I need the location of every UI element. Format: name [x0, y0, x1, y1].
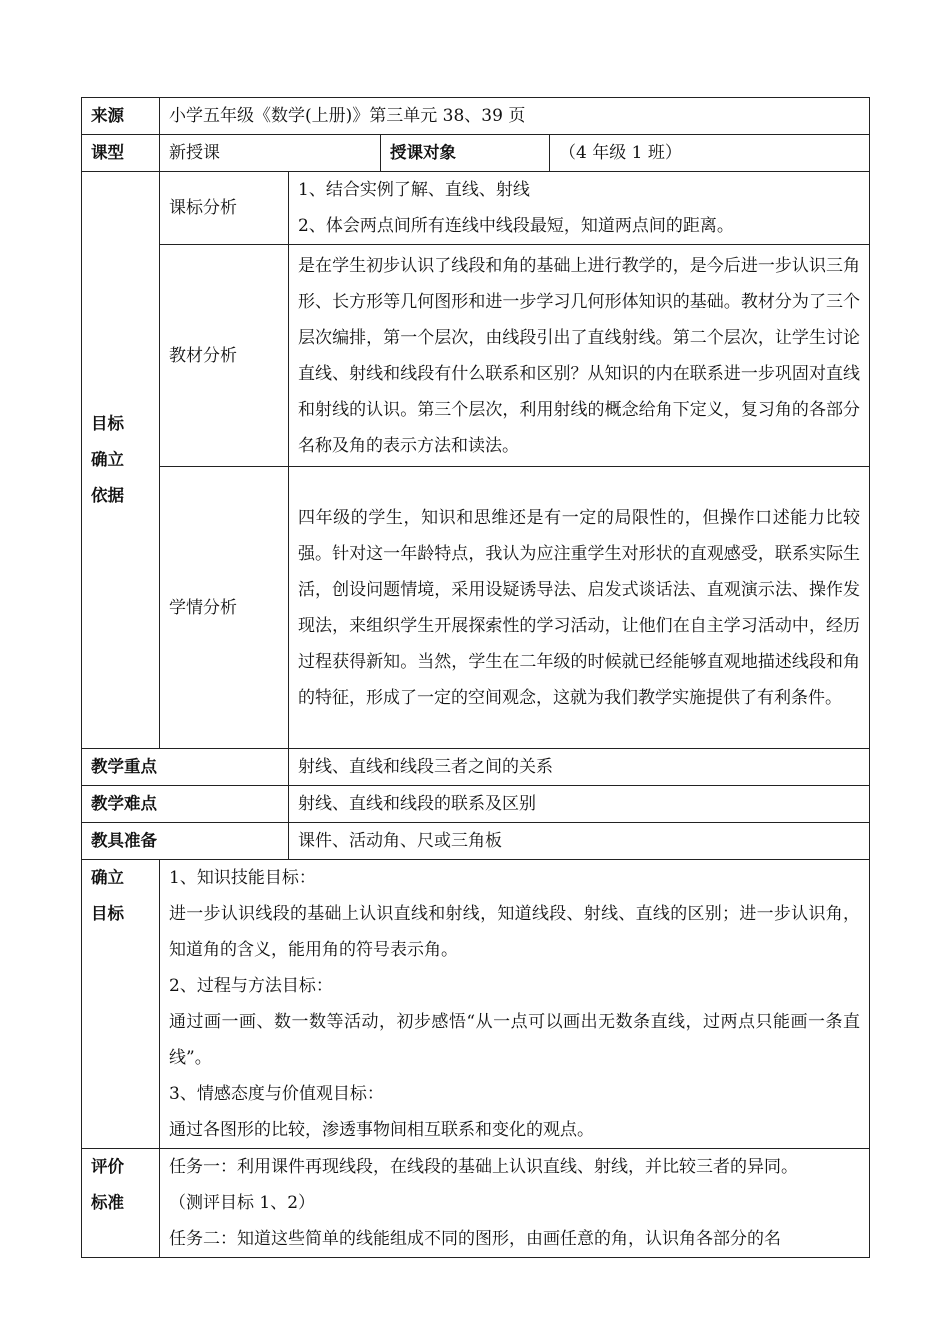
- students-analysis: 四年级的学生，知识和思维还是有一定的局限性的，但操作口述能力比较强。针对这一年龄特点，我认为应注重学生对形状的直观感受，联系实际生活，创设问题情境，采用设疑诱导法、启发式谈话法、直观演示法、操作发现法，来组织学生开展探索性的学习活动，让他们在自主学习活动中，经历过程获得新知。当然，学生在二年级的时候就已经能够直观地描述线段和角的特征，形成了一定的空间观念，这就为我们教学实施提供了有利条件。: [289, 467, 870, 749]
- objectives-content: [160, 860, 870, 1149]
- basis-label-line: 目标: [91, 414, 124, 433]
- audience-value: （4 年级 1 班）: [550, 135, 870, 172]
- basis-label-line: 依据: [91, 486, 124, 505]
- objectives-label: [82, 860, 160, 1149]
- evaluation-item: 任务一：利用课件再现线段，在线段的基础上认识直线、射线，并比较三者的异同。: [169, 1157, 798, 1177]
- row-source: [82, 98, 870, 135]
- lesson-type-value: 新授课: [160, 135, 381, 172]
- basis-label: [82, 172, 160, 749]
- curriculum-line: 1、结合实例了解、直线、射线: [298, 180, 530, 200]
- tools-label: 教具准备: [82, 823, 289, 860]
- objective-item: 1、知识技能目标：: [169, 868, 316, 888]
- row-tools: [82, 823, 870, 860]
- row-students: [82, 467, 870, 749]
- source-value: 小学五年级《数学(上册)》第三单元 38、39 页: [160, 98, 870, 135]
- objective-item: 通过画一画、数一数等活动，初步感悟“从一点可以画出无数条直线，过两点只能画一条直线”。: [169, 1012, 861, 1068]
- objective-item: 通过各图形的比较，渗透事物间相互联系和变化的观点。: [169, 1120, 594, 1140]
- objective-item: 进一步认识线段的基础上认识直线和射线，知道线段、射线、直线的区别；进一步认识角，知道角的含义，能用角的符号表示角。: [169, 904, 861, 960]
- curriculum-label: 课标分析: [160, 172, 289, 245]
- textbook-analysis: 是在学生初步认识了线段和角的基础上进行教学的，是今后进一步认识三角形、长方形等几何图形和进一步学习几何形体知识的基础。教材分为了三个层次编排，第一个层次，由线段引出了直线射线。第二个层次，让学生讨论直线、射线和线段有什么联系和区别？从知识的内在联系进一步巩固对直线和射线的认识。第三个层次，利用射线的概念给角下定义，复习角的各部分名称及角的表示方法和读法。: [289, 245, 870, 467]
- objectives-label-line: 目标: [91, 904, 124, 923]
- objective-item: 2、过程与方法目标：: [169, 976, 333, 996]
- curriculum-line: 2、体会两点间所有连线中线段最短，知道两点间的距离。: [298, 216, 734, 236]
- objectives-label-line: 确立: [91, 868, 124, 887]
- tools-value: 课件、活动角、尺或三角板: [289, 823, 870, 860]
- row-lesson-type: [82, 135, 870, 172]
- evaluation-content: [160, 1149, 870, 1258]
- textbook-label: 教材分析: [160, 245, 289, 467]
- objective-item: 3、情感态度与价值观目标：: [169, 1084, 384, 1104]
- row-difficulty: [82, 786, 870, 823]
- key-point-label: 教学重点: [82, 749, 289, 786]
- evaluation-label-line: 标准: [91, 1193, 124, 1212]
- evaluation-label-line: 评价: [91, 1157, 124, 1176]
- curriculum-content: [289, 172, 870, 245]
- key-point-value: 射线、直线和线段三者之间的关系: [289, 749, 870, 786]
- lesson-type-label: 课型: [82, 135, 160, 172]
- difficulty-label: 教学难点: [82, 786, 289, 823]
- row-objectives: [82, 860, 870, 1149]
- evaluation-label: [82, 1149, 160, 1258]
- difficulty-value: 射线、直线和线段的联系及区别: [289, 786, 870, 823]
- row-key-point: [82, 749, 870, 786]
- evaluation-item: （测评目标 1、2）: [169, 1193, 316, 1213]
- row-curriculum: [82, 172, 870, 245]
- row-evaluation: [82, 1149, 870, 1258]
- students-label: 学情分析: [160, 467, 289, 749]
- lesson-plan-table: [81, 97, 870, 1258]
- evaluation-item: 任务二：知道这些简单的线能组成不同的图形，由画任意的角，认识角各部分的名: [169, 1229, 781, 1249]
- source-label: 来源: [82, 98, 160, 135]
- audience-label: 授课对象: [381, 135, 550, 172]
- row-textbook: [82, 245, 870, 467]
- basis-label-line: 确立: [91, 450, 124, 469]
